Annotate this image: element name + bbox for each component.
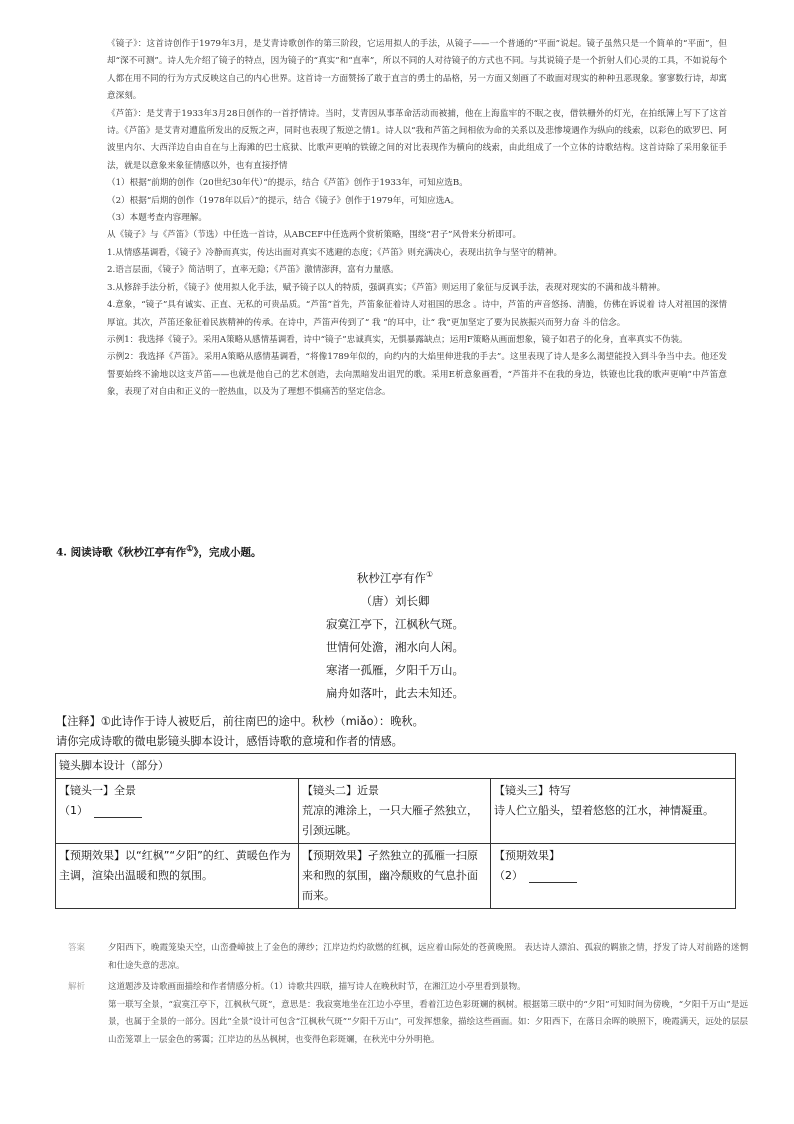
analysis-paragraph: 2.语言层面，《镜子》简洁明了，直率无隐；《芦笛》激情澎湃，富有力量感。 xyxy=(107,265,399,276)
shot2-text: 荒凉的滩涂上，一只大雁孑然独立，引颈远眺。 xyxy=(302,804,478,837)
poem-line: 寂寞江亭下，江枫秋气斑。 xyxy=(326,616,464,631)
analysis-paragraph: 《芦笛》：是艾青于1933年3月28日创作的一首抒情诗。当时，艾青因从事革命活动而被捕，他在上海监牢的不眠之夜，借铁栅外的灯光，在拍纸簿上写下了这首诗。《芦笛》是艾青对遭监所发出的反叛之声，同时也表现了叛逆之情1。诗人以“我和芦笛之间相依为命的关系以及悲惨境遇作为纵向的线索，以彩色的欧罗巴、阿波里内尔、大西洋边自由自在与上海滩的巴士底狱、比歌声更响的铁镣之间的对比表现作为横向的线索，由此组成了一个立体的诗歌结构。这首诗除了采用象征手法，就是以意象来象征情感以外，也有直接抒情 xyxy=(107,108,727,171)
poem-line: 世情何处澹，湘水向人闲。 xyxy=(326,639,464,654)
question-4-suffix: 》，完成小题。 xyxy=(193,546,262,559)
poem-line: 寒渚一孤雁，夕阳千万山。 xyxy=(326,662,464,677)
analysis-top xyxy=(107,36,727,402)
analysis-paragraph: 从《镜子》与《芦笛》（节选）中任选一首诗，从ABCEF中任选两个赏析策略，围绕“君子”风骨来分析即可。 xyxy=(107,230,522,241)
shot1-label: 【镜头一】全景 xyxy=(59,784,136,797)
shot1-blank-number: （1） xyxy=(59,804,88,817)
annotation: 【注释】①此诗作于诗人被贬后，前往南巴的途中。秋杪（miǎo）：晚秋。 xyxy=(56,715,424,728)
instruction: 请你完成诗歌的微电影镜头脚本设计，感悟诗歌的意境和作者的情感。 xyxy=(56,735,403,748)
analysis-paragraph: 3.从修辞手法分析，《镜子》使用拟人化手法，赋予镜子以人的特质，强调真实；《芦笛》则运用了象征与反讽手法，表现对现实的不满和战斗精神。 xyxy=(107,282,666,293)
shot1-blank-line xyxy=(59,801,295,821)
shot1-cell xyxy=(56,779,299,844)
poem xyxy=(300,563,490,705)
analysis-line: 第一联写全景，“寂寞江亭下，江枫秋气斑”，意思是：我寂寞地坐在江边小亭里，看着江边色彩斑斓的枫树。根据第三联中的“夕阳”可知时间为傍晚，“夕阳千万山”是远景，也属于全景的一部分。因此“全景”设计可包含“江枫秋气斑”“夕阳千万山”，可发挥想象，描绘这些画面。如：夕阳西下，在落日余晖的映照下，晚霞满天，远处的层层山峦笼罩上一层金色的雾霭；江岸边的丛丛枫树，也变得色彩斑斓，在秋光中分外明艳。 xyxy=(108,999,748,1045)
shot3-cell xyxy=(491,779,736,844)
poem-footnote-mark: ① xyxy=(425,570,434,579)
effect3-cell xyxy=(491,844,736,909)
analysis-paragraph: （3）本题考查内容理解。 xyxy=(107,213,207,224)
analysis-paragraph: 1.从情感基调看，《镜子》冷静而真实，传达出面对真实不逃避的态度；《芦笛》则充满决心，表现出抗争与坚守的精神。 xyxy=(107,247,563,258)
poem-title: 秋杪江亭有作 xyxy=(356,570,426,585)
effect1-cell: 【预期效果】以“红枫”“夕阳”的红、黄暖色作为主调，渲染出温暖和煦的氛围。 xyxy=(56,844,299,909)
answer-blank[interactable] xyxy=(94,805,142,818)
answer-label: 答案 xyxy=(68,943,86,953)
note-block xyxy=(56,712,424,752)
analysis-paragraph: （2）根据“后期的创作（1978年以后）”的提示，结合《镜子》创作于1979年，可知应选A。 xyxy=(107,195,460,206)
analysis-paragraph: 示例1：我选择《镜子》。采用A策略从感情基调看，诗中“镜子”忠诚真实，无惧暴露缺点；运用F策略从画面想象，镜子如君子的化身，直率真实不伪装。 xyxy=(107,334,688,345)
analysis-line: 这道题涉及诗歌画面描绘和作者情感分析。（1）诗歌共四联，描写诗人在晚秋时节，在湘江边小亭里看到景物。 xyxy=(108,982,526,993)
answer-blank[interactable] xyxy=(529,870,577,883)
shot-script-table xyxy=(55,753,736,909)
poem-line: 扁舟如落叶，此去未知还。 xyxy=(326,685,464,700)
analysis-paragraph: 示例2：我选择《芦笛》。采用A策略从感情基调看，“将像1789年似的，向约内的大焰里伸进我的手去”。这里表现了诗人是多么渴望能投入到斗争当中去。他还发誓要始终不渝地以这支芦笛——也就是他自己的艺术创造，去向黑暗发出诅咒的歌。采用E析意象画看，“芦笛并不在我的身边，铁镣也比我的歌声更响”中芦笛意象，表现了对自由和正义的一腔热血，以及为了理想不惧痛苦的坚定信念。 xyxy=(107,352,727,398)
effect3-blank-number: （2） xyxy=(494,869,523,882)
effect3-blank-line xyxy=(494,866,732,886)
effect3-label: 【预期效果】 xyxy=(494,849,560,862)
footnote-mark: ① xyxy=(186,543,194,553)
question-4-prefix: 4. 阅读诗歌《秋杪江亭有作 xyxy=(56,546,187,559)
analysis-paragraph: （1）根据“前期的创作（20世纪30年代）”的提示，结合《芦笛》创作于1933年，可知应选B。 xyxy=(107,178,468,189)
analysis-label: 解析 xyxy=(68,982,86,993)
shot2-cell xyxy=(299,779,491,844)
poem-title-line xyxy=(300,563,490,590)
answer-block xyxy=(68,940,748,1050)
poem-author: （唐）刘长卿 xyxy=(360,593,430,608)
table-header: 镜头脚本设计（部分） xyxy=(56,754,736,779)
effect2-cell: 【预期效果】孑然独立的孤雁一扫原来和煦的氛围，幽冷颓败的气息扑面而来。 xyxy=(299,844,491,909)
analysis-paragraph: 《镜子》：这首诗创作于1979年3月，是艾青诗歌创作的第三阶段，它运用拟人的手法，从镜子——一个普通的“平面”说起。镜子虽然只是一个简单的“平面”，但却“深不可测”。诗人先介绍了镜子的特点，因为镜子的“真实”和“直率”，所以不同的人对待镜子的方式也不同。与其说镜子是一个折射人们心灵的工具，不如说每个人都在用不同的行为方式反映这自己的内心世界。这首诗一方面赞扬了敢于直言的勇士的品格，另一方面又刻画了不敢面对现实的种种丑恶现象。寥寥数行诗，却寓意深刻。 xyxy=(107,39,727,102)
answer-text: 夕阳西下，晚霞笼染天空，山峦叠嶂披上了金色的薄纱；江岸边灼灼欲燃的红枫，远应着山际处的苍黄晚照。 表达诗人漂泊、孤寂的羁旅之情，抒发了诗人对前路的迷惘和仕途失意的悲凉。 xyxy=(108,943,748,971)
analysis-paragraph: 4.意象，“镜子”具有诚实、正直、无私的可贵品质。“芦笛”首先，芦笛象征着诗人对祖国的思念 。诗中，芦笛的声音悠扬、清脆，仿佛在诉说着 诗人对祖国的深情厚谊。其次，芦笛还象征着民族精神的传承。在诗中，芦笛声传到了“ 我 ”的耳中，让“ 我”更加坚定了要为民族振兴而努力奋 斗的信念。 xyxy=(107,300,727,328)
question-4-heading xyxy=(56,543,262,560)
shot2-label: 【镜头二】近景 xyxy=(302,784,379,797)
shot3-label: 【镜头三】特写 xyxy=(494,784,571,797)
shot3-text: 诗人伫立船头，望着悠悠的江水，神情凝重。 xyxy=(494,804,714,817)
